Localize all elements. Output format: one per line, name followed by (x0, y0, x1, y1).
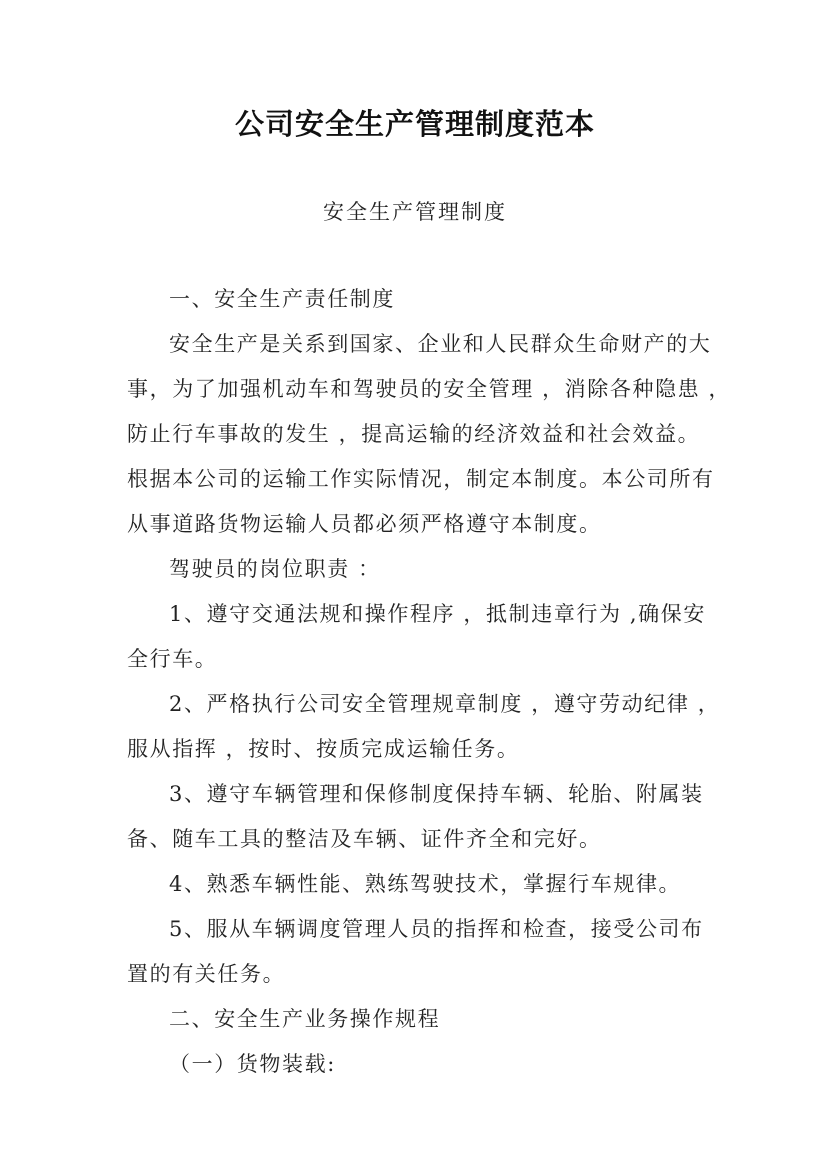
paragraph-line: 服从指挥 ，按时、按质完成运输任务。 (127, 737, 520, 761)
paragraph-line: 置的有关任务。 (127, 962, 286, 986)
document-title: 公司安全生产管理制度范本 (234, 107, 595, 141)
document-subtitle: 安全生产管理制度 (323, 200, 507, 224)
paragraph-line: 一、安全生产责任制度 (169, 287, 395, 311)
paragraph-line: （一）货物装载: (169, 1052, 336, 1076)
paragraph-line: 备、随车工具的整洁及车辆、证件齐全和完好。 (127, 827, 602, 851)
paragraph-line: 安全生产是关系到国家、企业和人民群众生命财产的大 (169, 332, 712, 356)
paragraph-line: 5、服从车辆调度管理人员的指挥和检查，接受公司布 (169, 917, 704, 941)
paragraph-line: 根据本公司的运输工作实际情况，制定本制度。本公司所有 (127, 467, 715, 491)
paragraph-line: 防止行车事故的发生 ，提高运输的经济效益和社会效益。 (127, 422, 701, 446)
paragraph-line: 驾驶员的岗位职责 ： (169, 557, 381, 581)
paragraph-line: 4、熟悉车辆性能、熟练驾驶技术，掌握行车规律。 (169, 872, 682, 896)
paragraph-line: 二、安全生产业务操作规程 (169, 1007, 441, 1031)
paragraph-line: 全行车。 (127, 647, 218, 671)
paragraph-line: 事，为了加强机动车和驾驶员的安全管理 ，消除各种隐患 ， (127, 377, 732, 401)
paragraph-line: 3、遵守车辆管理和保修制度保持车辆、轮胎、附属装 (169, 782, 704, 806)
paragraph-line: 从事道路货物运输人员都必须严格遵守本制度。 (127, 512, 602, 536)
paragraph-line: 1、遵守交通法规和操作程序 ，抵制违章行为 ,确保安 (169, 602, 706, 626)
document-body (127, 282, 732, 1092)
paragraph-line: 2、严格执行公司安全管理规章制度 ，遵守劳动纪律 ， (169, 692, 721, 716)
